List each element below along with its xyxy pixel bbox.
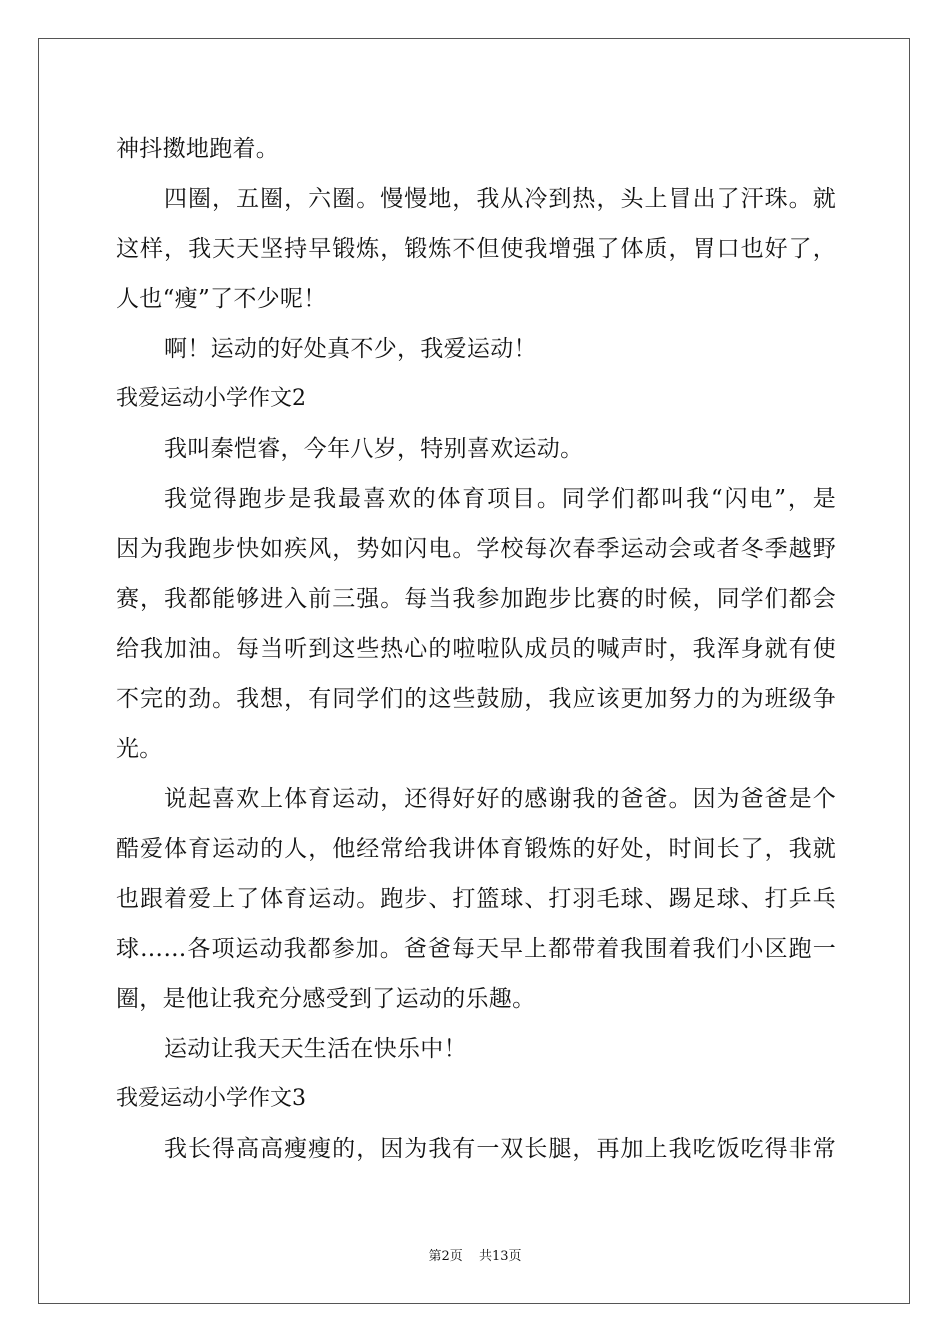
text-line: 光。 [116, 736, 163, 762]
text-line: 我觉得跑步是我最喜欢的体育项目。同学们都叫我“闪电”，是 [164, 486, 836, 512]
text-line: 我叫秦恺睿，今年八岁，特别喜欢运动。 [164, 436, 584, 462]
text-line: 神抖擞地跑着。 [116, 136, 280, 162]
text-line: 赛，我都能够进入前三强。每当我参加跑步比赛的时候，同学们都会 [116, 586, 836, 612]
text-line: 圈，是他让我充分感受到了运动的乐趣。 [116, 986, 536, 1012]
text-line: 啊！运动的好处真不少，我爱运动！ [164, 336, 537, 362]
text-line: 我长得高高瘦瘦的，因为我有一双长腿，再加上我吃饭吃得非常 [164, 1136, 836, 1162]
text-line: 给我加油。每当听到这些热心的啦啦队成员的喊声时，我浑身就有使 [116, 636, 836, 662]
text-line: 不完的劲。我想，有同学们的这些鼓励，我应该更加努力的为班级争 [116, 686, 836, 712]
text-line: 也跟着爱上了体育运动。跑步、打篮球、打羽毛球、踢足球、打乒乓 [116, 886, 836, 912]
page-footer [0, 1245, 950, 1264]
section-heading: 我爱运动小学作文3 [116, 1086, 306, 1111]
text-line: 因为我跑步快如疾风，势如闪电。学校每次春季运动会或者冬季越野 [116, 536, 836, 562]
text-line: 这样，我天天坚持早锻炼，锻炼不但使我增强了体质，胃口也好了， [116, 236, 836, 262]
text-line: 酷爱体育运动的人，他经常给我讲体育锻炼的好处，时间长了，我就 [116, 836, 836, 862]
text-line: 说起喜欢上体育运动，还得好好的感谢我的爸爸。因为爸爸是个 [164, 786, 836, 812]
document-body [116, 124, 836, 1174]
page-number: 第2页 [428, 1249, 463, 1264]
section-heading: 我爱运动小学作文2 [116, 386, 306, 411]
text-line: 人也“瘦”了不少呢！ [116, 286, 327, 312]
text-line: 运动让我天天生活在快乐中！ [164, 1036, 467, 1062]
text-line: 四圈，五圈，六圈。慢慢地，我从冷到热，头上冒出了汗珠。就 [164, 186, 836, 212]
page-total: 共13页 [478, 1249, 522, 1264]
text-line: 球……各项运动我都参加。爸爸每天早上都带着我围着我们小区跑一 [116, 936, 836, 962]
